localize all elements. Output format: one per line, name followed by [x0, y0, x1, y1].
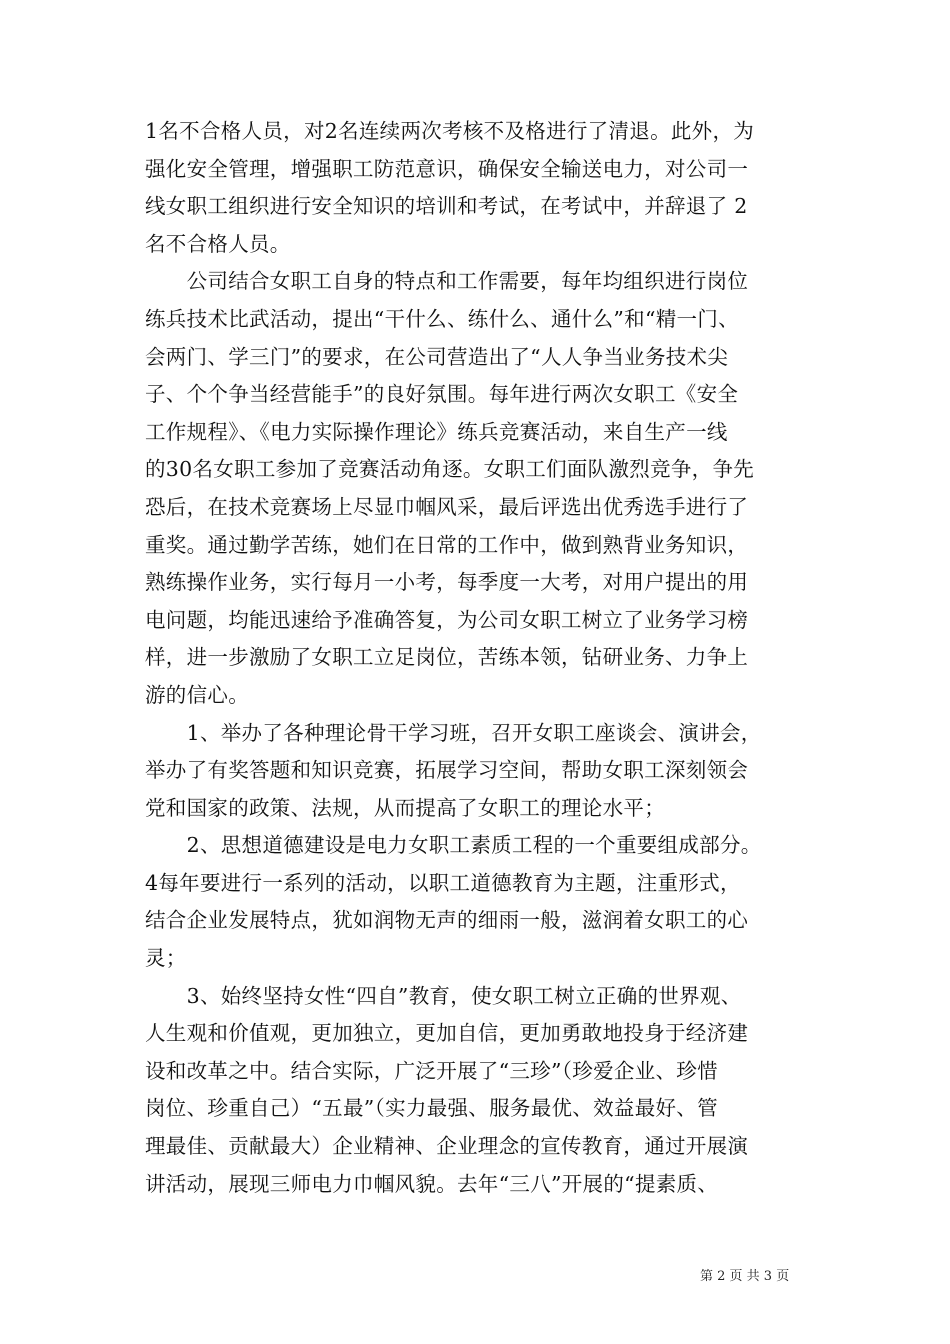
text-line: 熟练操作业务，实行每月一小考，每季度一大考，对用户提出的用 — [145, 570, 749, 595]
text-line: 设和改革之中。结合实际，广泛开展了“三珍”（珍爱企业、珍惜 — [145, 1058, 718, 1083]
text-line: 公司结合女职工自身的特点和工作需要，每年均组织进行岗位 — [145, 269, 749, 294]
text-line: 4每年要进行一系列的活动，以职工道德教育为主题，注重形式， — [145, 870, 741, 895]
text-line: 电问题，均能迅速给予准确答复，为公司女职工树立了业务学习榜 — [145, 607, 749, 632]
paragraph — [145, 263, 815, 714]
text-line: 样，进一步激励了女职工立足岗位，苦练本领，钻研业务、力争上 — [145, 645, 749, 670]
text-line: 1、举办了各种理论骨干学习班，召开女职工座谈会、演讲会， — [145, 720, 762, 745]
paragraph — [145, 978, 815, 1204]
text-line: 2、思想道德建设是电力女职工素质工程的一个重要组成部分。 — [145, 833, 762, 858]
text-line: 游的信心。 — [145, 682, 249, 707]
text-line: 名不合格人员。 — [145, 231, 291, 256]
text-line: 党和国家的政策、法规，从而提高了女职工的理论水平； — [145, 795, 665, 820]
text-line: 灵； — [145, 946, 187, 971]
paragraph — [145, 113, 815, 263]
text-line: 工作规程》、《电力实际操作理论》练兵竞赛活动，来自生产一线 — [145, 419, 728, 444]
text-line: 会两门、学三门”的要求，在公司营造出了“人人争当业务技术尖 — [145, 344, 729, 369]
text-line: 举办了有奖答题和知识竞赛，拓展学习空间，帮助女职工深刻领会 — [145, 758, 749, 783]
text-line: 强化安全管理，增强职工防范意识，确保安全输送电力，对公司一 — [145, 156, 749, 181]
text-line: 练兵技术比武活动，提出“干什么、练什么、通什么”和“精一门、 — [145, 306, 739, 331]
page-footer: 第 2 页 共 3 页 — [700, 1269, 790, 1284]
text-line: 恐后，在技术竞赛场上尽显巾帼风采，最后评选出优秀选手进行了 — [145, 494, 749, 519]
text-line: 1名不合格人员，对2名连续两次考核不及格进行了清退。此外，为 — [145, 119, 755, 143]
text-line: 线女职工组织进行安全知识的培训和考试，在考试中，并辞退了 2 — [145, 194, 748, 219]
text-line: 岗位、珍重自己）“五最”（实力最强、服务最优、效益最好、管 — [145, 1096, 718, 1121]
text-line: 人生观和价值观，更加独立，更加自信，更加勇敢地投身于经济建 — [145, 1021, 749, 1046]
text-line: 结合企业发展特点，犹如润物无声的细雨一般，滋润着女职工的心 — [145, 908, 749, 933]
body-text — [145, 113, 815, 1203]
text-line: 讲活动，展现三师电力巾帼风貌。去年“三八”开展的“提素质、 — [145, 1171, 719, 1196]
text-line: 重奖。通过勤学苦练，她们在日常的工作中，做到熟背业务知识， — [145, 532, 749, 557]
text-line: 3、始终坚持女性“四自”教育，使女职工树立正确的世界观、 — [145, 983, 742, 1008]
text-line: 理最佳、贡献最大）企业精神、企业理念的宣传教育，通过开展演 — [145, 1134, 749, 1159]
paragraph — [145, 715, 815, 828]
text-line: 的30名女职工参加了竞赛活动角逐。女职工们面队激烈竞争，争先 — [145, 457, 755, 482]
text-line: 子、个个争当经营能手”的良好氛围。每年进行两次女职工《安全 — [145, 382, 739, 407]
paragraph — [145, 827, 815, 977]
